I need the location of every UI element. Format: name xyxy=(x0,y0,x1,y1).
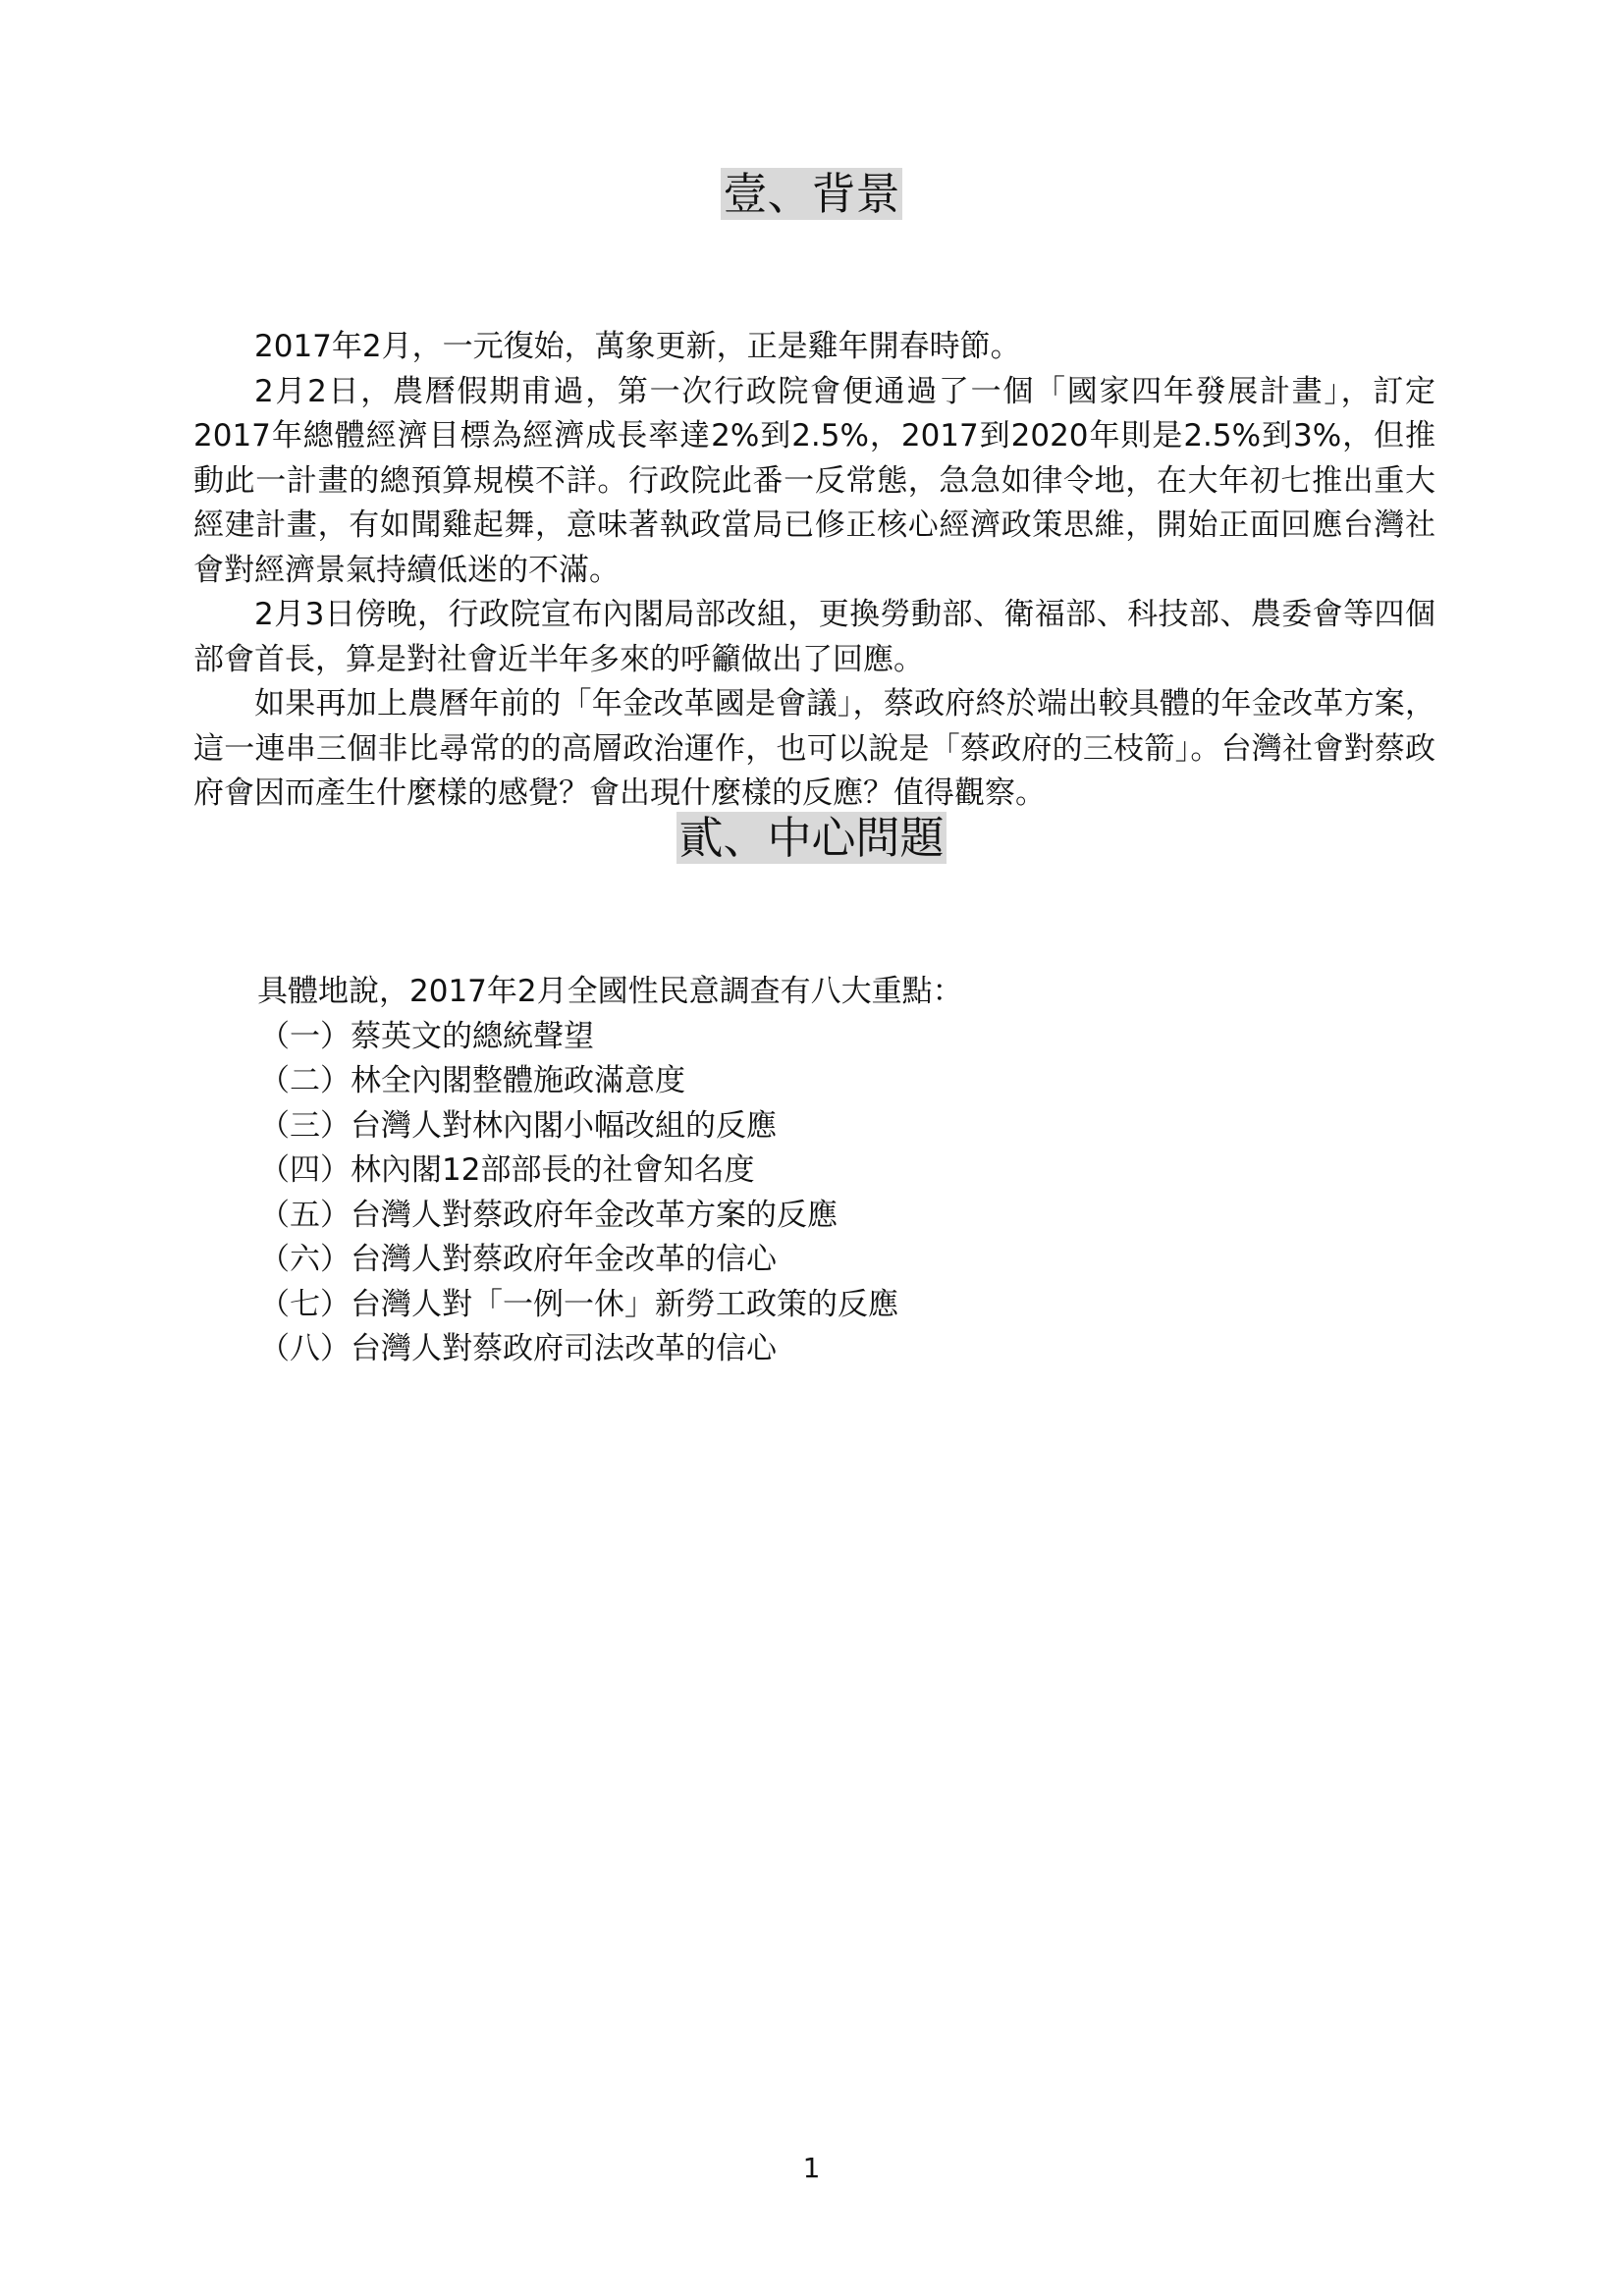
section-heading-central-issues-text: 貳、中心問題 xyxy=(678,812,945,864)
key-points-block xyxy=(257,970,1435,1372)
paragraph-3: 2月3日傍晚，行政院宣布內閣局部改組，更換勞動部、衛福部、科技部、農委會等四個部會首長，算是對社會近半年多來的呼籲做出了回應。 xyxy=(193,597,1435,677)
paragraph-1: 2017年2月，一元復始，萬象更新，正是雞年開春時節。 xyxy=(254,329,1021,364)
section-heading-central-issues xyxy=(0,811,1623,866)
list-item: （一）蔡英文的總統聲望 xyxy=(259,1018,594,1054)
list-item: （六）台灣人對蔡政府年金改革的信心 xyxy=(259,1242,777,1277)
page-number: 1 xyxy=(802,2152,821,2184)
paragraph-2: 2月2日，農曆假期甫過，第一次行政院會便通過了一個「國家四年發展計畫」，訂定2017年總體經濟目標為經濟成長率達2%到2.5%，2017到2020年則是2.5%到3%，但推動此一計畫的總預算規模不詳。行政院此番一反常態，急急如律令地，在大年初七推出重大經建計畫，有如聞雞起舞，意味著執政當局已修正核心經濟政策思維，開始正面回應台灣社會對經濟景氣持續低迷的不滿。 xyxy=(193,373,1435,588)
key-points-lead: 具體地說，2017年2月全國性民意調查有八大重點： xyxy=(257,974,963,1009)
list-item: （八）台灣人對蔡政府司法改革的信心 xyxy=(259,1331,777,1366)
list-item: （七）台灣人對「一例一休」新勞工政策的反應 xyxy=(259,1286,898,1322)
list-item: （二）林全內閣整體施政滿意度 xyxy=(259,1063,685,1098)
paragraph-4: 如果再加上農曆年前的「年金改革國是會議」，蔡政府終於端出較具體的年金改革方案，這一連串三個非比尋常的的高層政治運作，也可以說是「蔡政府的三枝箭」。台灣社會對蔡政府會因而產生什麼樣的感覺？會出現什麼樣的反應？值得觀察。 xyxy=(193,686,1435,811)
list-item: （五）台灣人對蔡政府年金改革方案的反應 xyxy=(259,1197,838,1233)
key-points-list xyxy=(257,1015,1435,1372)
background-paragraphs xyxy=(193,325,1435,817)
list-item: （四）林內閣12部部長的社會知名度 xyxy=(259,1152,755,1188)
section-heading-background xyxy=(0,167,1623,222)
list-item: （三）台灣人對林內閣小幅改組的反應 xyxy=(259,1107,777,1144)
section-heading-background-text: 壹、背景 xyxy=(723,168,900,220)
